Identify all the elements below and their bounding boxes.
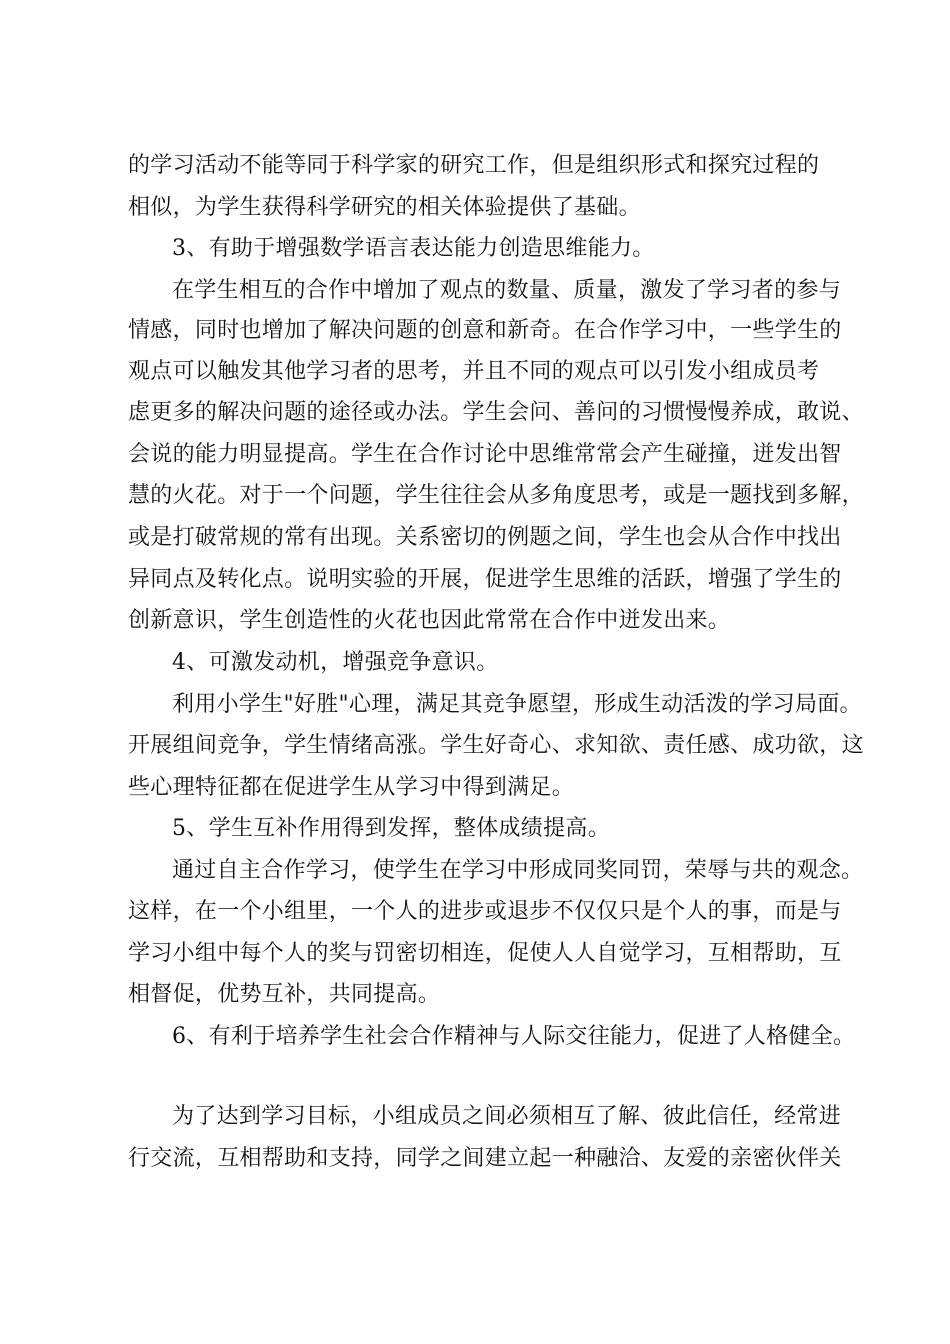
paragraph-line: 相督促，优势互补，共同提高。: [128, 982, 441, 1007]
paragraph-line: 情感，同时也增加了解决问题的创意和新奇。在合作学习中，一些学生的: [128, 318, 842, 343]
paragraph-line: 慧的火花。对于一个问题，学生往往会从多角度思考，或是一题找到多解，: [128, 483, 864, 508]
paragraph-line: 异同点及转化点。说明实验的开展，促进学生思维的活跃，增强了学生的: [128, 567, 842, 592]
paragraph-line: 些心理特征都在促进学生从学习中得到满足。: [128, 775, 575, 800]
paragraph-line: 创新意识，学生创造性的火花也因此常常在合作中迸发出来。: [128, 608, 731, 633]
paragraph-line: 会说的能力明显提高。学生在合作讨论中思维常常会产生碰撞，迸发出智: [128, 442, 842, 467]
paragraph-line: 相似，为学生获得科学研究的相关体验提供了基础。: [128, 195, 641, 220]
paragraph-line: 利用小学生"好胜"心理，满足其竞争愿望，形成生动活泼的学习局面。: [172, 692, 862, 717]
paragraph-line: 学习小组中每个人的奖与罚密切相连，促使人人自觉学习，互相帮助，互: [128, 941, 842, 966]
paragraph-line: 虑更多的解决问题的途径或办法。学生会问、善问的习惯慢慢养成，敢说、: [128, 400, 864, 425]
paragraph-line: 行交流，互相帮助和支持，同学之间建立起一种融洽、友爱的亲密伙伴关: [128, 1146, 842, 1171]
paragraph-line: 通过自主合作学习，使学生在学习中形成同奖同罚，荣辱与共的观念。: [172, 858, 864, 883]
paragraph-line: 这样，在一个小组里，一个人的进步或退步不仅仅只是个人的事，而是与: [128, 899, 842, 924]
section-heading-3: 3、有助于增强数学语言表达能力创造思维能力。: [172, 236, 655, 261]
paragraph-line: 在学生相互的合作中增加了观点的数量、质量，激发了学习者的参与: [172, 278, 842, 303]
paragraph-line: 的学习活动不能等同于科学家的研究工作，但是组织形式和探究过程的: [128, 153, 820, 178]
paragraph-line: 或是打破常规的常有出现。关系密切的例题之间，学生也会从合作中找出: [128, 525, 842, 550]
section-heading-4: 4、可激发动机，增强竞争意识。: [172, 650, 499, 675]
section-heading-5: 5、学生互补作用得到发挥，整体成绩提高。: [172, 816, 610, 841]
paragraph-line: 为了达到学习目标，小组成员之间必须相互了解、彼此信任，经常进: [172, 1104, 842, 1129]
section-heading-6: 6、有利于培养学生社会合作精神与人际交往能力，促进了人格健全。: [172, 1024, 856, 1049]
paragraph-line: 开展组间竞争，学生情绪高涨。学生好奇心、求知欲、责任感、成功欲，这: [128, 733, 864, 758]
paragraph-line: 观点可以触发其他学习者的思考，并且不同的观点可以引发小组成员考: [128, 359, 820, 384]
